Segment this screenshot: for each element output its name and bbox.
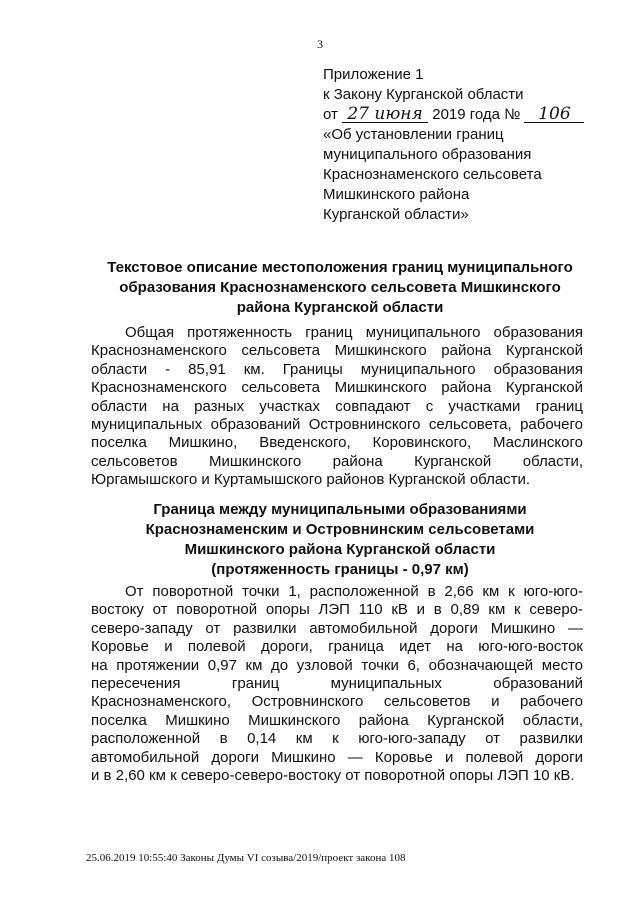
paragraph-line: Юргамышского и Куртамышского районов Курганской области. bbox=[91, 471, 531, 489]
heading-line: (протяженность границы - 0,97 км) bbox=[211, 561, 469, 578]
handwritten-number: 106 bbox=[524, 106, 584, 123]
paragraph-line: Коровье и полевой дороги, граница идет на юго-юго-восток bbox=[91, 638, 583, 656]
heading-line: образования Краснознаменского сельсовета Мишкинского bbox=[119, 279, 561, 296]
page-number: 3 bbox=[317, 37, 323, 51]
appendix-date-line bbox=[323, 105, 623, 125]
paragraph-line: От поворотной точки 1, расположенной в 2,66 км к юго-юго- bbox=[125, 583, 583, 600]
law-title-line-3: Краснознаменского сельсовета bbox=[323, 166, 542, 183]
paragraph-line: автомобильной дороги Мишкино — Коровье и полевой дороги bbox=[91, 748, 583, 766]
date-suffix: 2019 года № bbox=[432, 106, 521, 123]
heading-line: Текстовое описание местоположения границ муниципального bbox=[107, 259, 573, 276]
appendix-header bbox=[323, 65, 623, 225]
paragraph-line: муниципальных образований Островнинского сельсовета, рабочего bbox=[91, 416, 583, 434]
appendix-law-ref: к Закону Курганской области bbox=[323, 86, 524, 103]
law-title-line-1: «Об установлении границ bbox=[323, 126, 504, 143]
law-title-line-5: Курганской области» bbox=[323, 206, 469, 223]
paragraph-line: поселка Мишкино, Введенского, Коровинского, Маслинского bbox=[91, 434, 583, 452]
paragraph-line: расположенной в 0,14 км к юго-юго-западу от развилки bbox=[91, 730, 583, 748]
heading-line: Краснознаменским и Островнинским сельсоветами bbox=[145, 521, 535, 538]
paragraph-line: области - 85,91 км. Границы муниципального образования bbox=[91, 360, 583, 378]
heading-line: Мишкинского района Курганской области bbox=[184, 541, 496, 558]
handwritten-date: 27 июня bbox=[342, 106, 428, 123]
paragraph-line: области на разных участках совпадают с участками границ bbox=[91, 397, 583, 415]
paragraph-line: сельсоветов Мишкинского района Курганской области, bbox=[91, 452, 583, 470]
heading-line: района Курганской области bbox=[236, 299, 444, 316]
section2-paragraph bbox=[91, 583, 583, 785]
heading-line: Граница между муниципальными образованиями bbox=[153, 501, 527, 518]
paragraph-line: Краснознаменского, Островнинского сельсоветов и рабочего bbox=[91, 693, 583, 711]
paragraph-line: Краснознаменского сельсовета Мишкинского района Курганской bbox=[91, 379, 583, 397]
date-prefix: от bbox=[323, 106, 338, 123]
section1-paragraph bbox=[91, 324, 583, 490]
section2-heading bbox=[60, 500, 620, 580]
paragraph-line: Краснознаменского сельсовета Мишкинского района Курганской bbox=[91, 342, 583, 360]
paragraph-line: и в 2,60 км к северо-северо-востоку от поворотной опоры ЛЭП 10 кВ. bbox=[91, 767, 575, 785]
paragraph-line: на протяжении 0,97 км до узловой точки 6, обозначающей место bbox=[91, 656, 583, 674]
paragraph-line: востоку от поворотной опоры ЛЭП 110 кВ и в 0,89 км к северо- bbox=[91, 601, 583, 619]
section1-heading bbox=[60, 258, 620, 318]
law-title-line-2: муниципального образования bbox=[323, 146, 532, 163]
paragraph-line: северо-западу от развилки автомобильной дороги Мишкино — bbox=[91, 619, 583, 637]
paragraph-line: поселка Мишкино Мишкинского района Курганской области, bbox=[91, 711, 583, 729]
law-title-line-4: Мишкинского района bbox=[323, 186, 470, 203]
paragraph-line: Общая протяженность границ муниципального образования bbox=[125, 324, 583, 341]
document-footer: 25.06.2019 10:55:40 Законы Думы VI созыва/2019/проект закона 108 bbox=[86, 852, 406, 864]
paragraph-line: пересечения границ муниципальных образований bbox=[91, 675, 583, 693]
appendix-title: Приложение 1 bbox=[323, 66, 424, 83]
